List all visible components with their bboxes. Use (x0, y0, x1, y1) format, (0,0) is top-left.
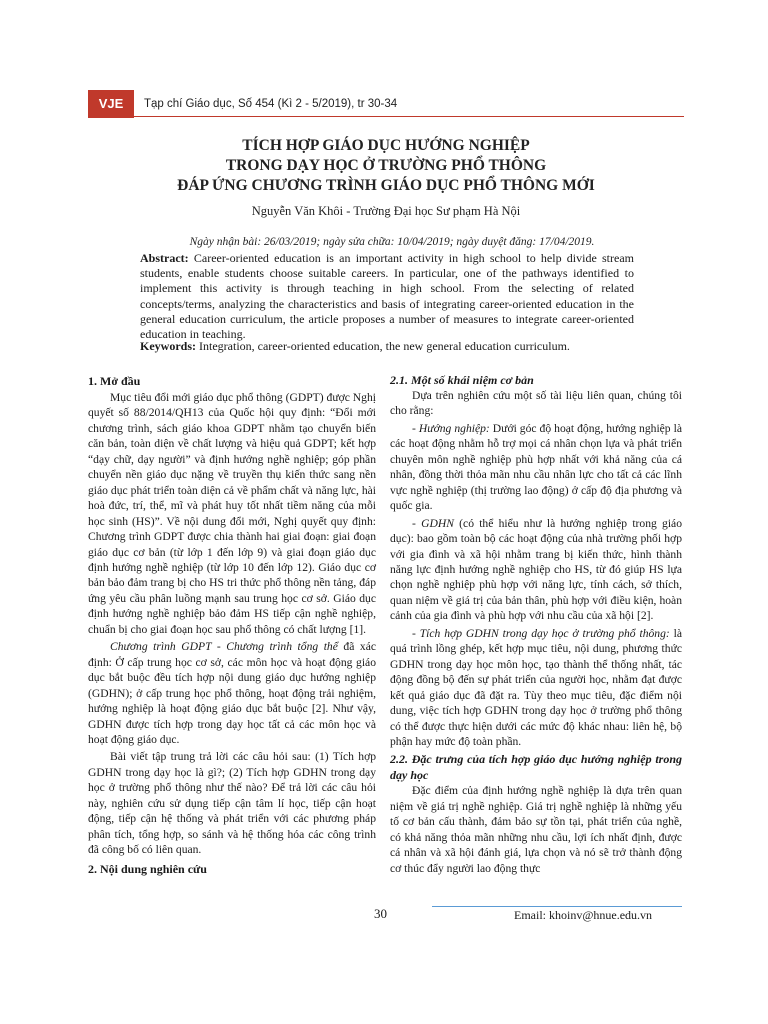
footer-divider (432, 906, 682, 907)
paragraph: Dựa trên nghiên cứu một số tài liệu liên quan, chúng tôi cho rằng: (390, 389, 682, 418)
abstract-label: Abstract: (140, 251, 189, 265)
keywords-label: Keywords: (140, 339, 196, 353)
subsection-heading-concepts: 2.1. Một số khái niệm cơ bản (390, 373, 534, 387)
journal-citation: Tạp chí Giáo dục, Số 454 (Kì 2 - 5/2019), tr 30-34 (144, 98, 398, 110)
keywords (140, 339, 634, 354)
section-heading-content: 2. Nội dung nghiên cứu (88, 861, 207, 876)
paragraph: Chương trình GDPT - Chương trình tổng thể đã xác định: Ở cấp trung học cơ sở, các môn học và hoạt động giáo dục bắt buộc đều tích hợp nội dung giáo dục hướng nghiệp (GDHN); ở cấp trung học phổ thông, hoạt động trải nghiệm, hướng nghiệp là hoạt động giáo dục bắt buộc [2]. Như vậy, GDHN được tích hợp trong dạy học tất cả các môn học và hoạt động giáo dục. (88, 640, 376, 746)
header-divider (134, 116, 684, 117)
keywords-text: Integration, career-oriented education, the new general education curriculum. (196, 339, 570, 353)
article-title (88, 136, 684, 196)
title-line-2: TRONG DẠY HỌC Ở TRƯỜNG PHỔ THÔNG (225, 157, 547, 174)
article-dates: Ngày nhận bài: 26/03/2019; ngày sửa chữa: 10/04/2019; ngày duyệt đăng: 17/04/2019. (189, 236, 595, 248)
article-author: Nguyễn Văn Khôi - Trường Đại học Sư phạm Hà Nội (251, 204, 521, 218)
journal-badge: VJE (88, 90, 134, 118)
page-number: 30 (374, 906, 387, 921)
italic-term: - GDHN (412, 516, 454, 530)
section-heading-intro: 1. Mở đầu (88, 374, 141, 388)
title-line-1: TÍCH HỢP GIÁO DỤC HƯỚNG NGHIỆP (242, 137, 530, 154)
abstract (140, 251, 634, 342)
paragraph: Bài viết tập trung trả lời các câu hỏi sau: (1) Tích hợp GDHN trong dạy học là gì?; (2) Tích hợp GDHN trong dạy học ở trường phổ thông như thế nào? Để trả lời các câu hỏi này, nghiên cứu sử dụng tiếp cận tâm lí học, tiếp cận hoạt động, tiếp cận hệ thống và phát triển với các phương pháp phân tích, tổng hợp, so sánh và hệ thống hóa các công trình đã công bố có liên quan. (88, 750, 376, 857)
italic-phrase: Chương trình GDPT - Chương trình tổng thể (110, 640, 338, 654)
right-column (390, 372, 682, 878)
paragraph: Đặc điểm của định hướng nghề nghiệp là dựa trên quan niệm về giá trị nghề nghiệp. Giá trị nghề nghiệp là những yếu tố cơ bản cấu thành, đảm bảo sự tồn tại, phát triển của nghề, có khả năng thỏa mãn những nhu cầu, lợi ích nhất định, được cá nhân và xã hội đánh giá, lựa chọn và nó sẽ trở thành động cơ thúc đẩy người lao động thực (390, 784, 682, 875)
journal-header (88, 90, 684, 118)
paragraph: Mục tiêu đổi mới giáo dục phổ thông (GDPT) được Nghị quyết số 88/2014/QH13 của Quốc hội quy định: “Đổi mới chương trình, sách giáo khoa GDPT nhằm tạo chuyển biến căn bản, toàn diện về chất lượng và hiệu quả GDPT; kết hợp “dạy chữ, dạy người” và định hướng nghề nghiệp; góp phần chuyển nền giáo dục nặng về truyền thụ kiến thức sang nền giáo dục phát triển toàn diện cả về phẩm chất và năng lực, hài hoà đức, trí, thể, mĩ và phát huy tốt nhất tiềm năng của mỗi học sinh (HS)”. Về nội dung đổi mới, Nghị quyết quy định: Chương trình GDPT được chia thành hai giai đoạn: giai đoạn giáo dục cơ bản (từ lớp 1 đến lớp 9) và giai đoạn giáo dục định hướng nghề nghiệp (từ lớp 10 đến lớp 12). Giáo dục cơ bản bảo đảm trang bị cho HS tri thức phổ thông nền tảng, đáp ứng yêu cầu phân luồng mạnh sau trung học cơ sở. Giáo dục định hướng nghề nghiệp bảo đảm HS tiếp cận nghề nghiệp, chuẩn bị cho giai đoạn học sau phổ thông có chất lượng [1]. (88, 391, 376, 636)
italic-term: - Hướng nghiệp: (412, 421, 490, 435)
abstract-text: Career-oriented education is an important activity in high school to help divide stream students, enable students choose suitable careers. In particular, one of the pathways identified to implement this activity is through teaching in high school. From the selecting of related concepts/terms, analyzing the characteristics and basis of integrating career-oriented education in the general education curriculum, the article proposes a number of measures to integrate career-oriented education in teaching. (140, 251, 634, 342)
title-line-3: ĐÁP ỨNG CHƯƠNG TRÌNH GIÁO DỤC PHỔ THÔNG MỚI (177, 177, 595, 194)
author-email: Email: khoinv@hnue.edu.vn (514, 908, 653, 922)
italic-term: - Tích hợp GDHN trong dạy học ở trường phổ thông: (412, 626, 670, 640)
paragraph: - GDHN (có thể hiểu như là hướng nghiệp trong giáo dục): bao gồm toàn bộ các hoạt động của nhà trường phối hợp với gia đình và xã hội nhằm trang bị kiến thức, hình thành năng lực định hướng nghề nghiệp cho HS, từ đó giúp HS lựa chọn nghề nghiệp phù hợp với năng lực, tính cách, sở thích, quan niệm về giá trị của bản thân, phù hợp với điều kiện, hoàn cảnh của gia đình và phù hợp với nhu cầu của xã hội [2]. (390, 516, 682, 623)
subsection-heading-characteristics: 2.2. Đặc trưng của tích hợp giáo dục hướng nghiệp trong dạy học (390, 752, 682, 783)
left-column (88, 372, 376, 878)
paragraph: - Hướng nghiệp: Dưới góc độ hoạt động, hướng nghiệp là các hoạt động nhằm hỗ trợ mọi cá nhân chọn lựa và phát triển chuyên môn nghề nghiệp phù hợp nhất với khả năng của cá nhân, đồng thời thỏa mãn nhu cầu nhân lực cho tất cả các lĩnh vực nghề nghiệp (thị trường lao động) ở cấp độ địa phương và quốc gia. (390, 421, 682, 513)
paragraph: - Tích hợp GDHN trong dạy học ở trường phổ thông: là quá trình lồng ghép, kết hợp mục tiêu, nội dung, phương thức GDHN trong dạy học môn học, tạo thành thể thống nhất, tác động đồng bộ đến sự phát triển của người học, nhằm đạt được kết quả giáo dục đã đặt ra. Tùy theo mục tiêu, đặc điểm nội dung, việc tích hợp GDHN trong dạy học ở trường phổ thông có thể được thực hiện dưới các mức độ khác nhau: liên hệ, bộ phận hay mức độ toàn phần. (390, 626, 682, 748)
